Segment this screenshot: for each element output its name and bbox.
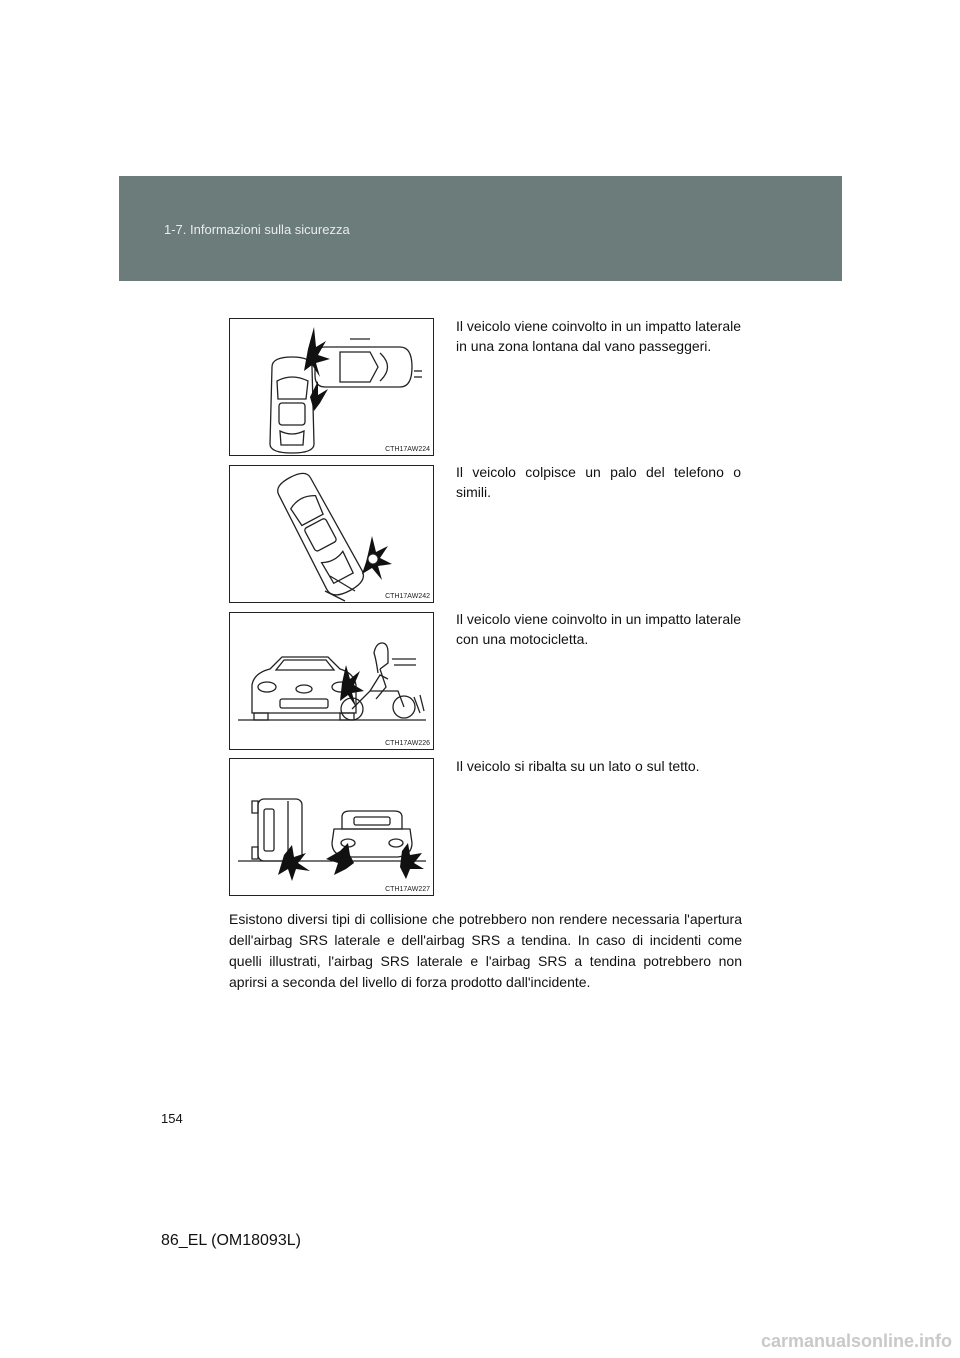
figure-code: CTH17AW224 <box>385 446 430 453</box>
rollover-illustration <box>230 759 433 895</box>
figure-rollover <box>229 758 434 896</box>
figure-caption: Il veicolo viene coinvolto in un impatto laterale con una motocicletta. <box>456 611 741 647</box>
figure-motorcycle-impact <box>229 612 434 750</box>
header-band <box>119 176 842 281</box>
motorcycle-impact-illustration <box>230 613 433 749</box>
body-paragraph: Esistono diversi tipi di collisione che potrebbero non rendere necessaria l'apertura dell'airbag SRS laterale e dell'airbag SRS a tendina. In caso di incidenti come quelli illustrati, l'airbag SRS laterale e l'airbag SRS a tendina potrebbero non aprirsi a seconda del livello di forza prodotto dall'incidente. <box>229 911 742 990</box>
figure-code: CTH17AW226 <box>385 740 430 747</box>
figure-code: CTH17AW242 <box>385 593 430 600</box>
pole-collision-illustration <box>230 466 433 602</box>
side-impact-top-view-illustration <box>230 319 433 455</box>
document-code: 86_EL (OM18093L) <box>161 1232 301 1249</box>
page-number: 154 <box>161 1111 183 1126</box>
section-title: 1-7. Informazioni sulla sicurezza <box>164 222 350 237</box>
figure-pole-collision <box>229 465 434 603</box>
figure-code: CTH17AW227 <box>385 886 430 893</box>
figure-caption: Il veicolo si ribalta su un lato o sul tetto. <box>456 758 700 774</box>
figure-caption: Il veicolo colpisce un palo del telefono o simili. <box>456 464 741 500</box>
figure-caption: Il veicolo viene coinvolto in un impatto laterale in una zona lontana dal vano passeggeri. <box>456 318 741 354</box>
figure-side-impact <box>229 318 434 456</box>
watermark-logo: carmanualsonline.info <box>760 1331 952 1351</box>
